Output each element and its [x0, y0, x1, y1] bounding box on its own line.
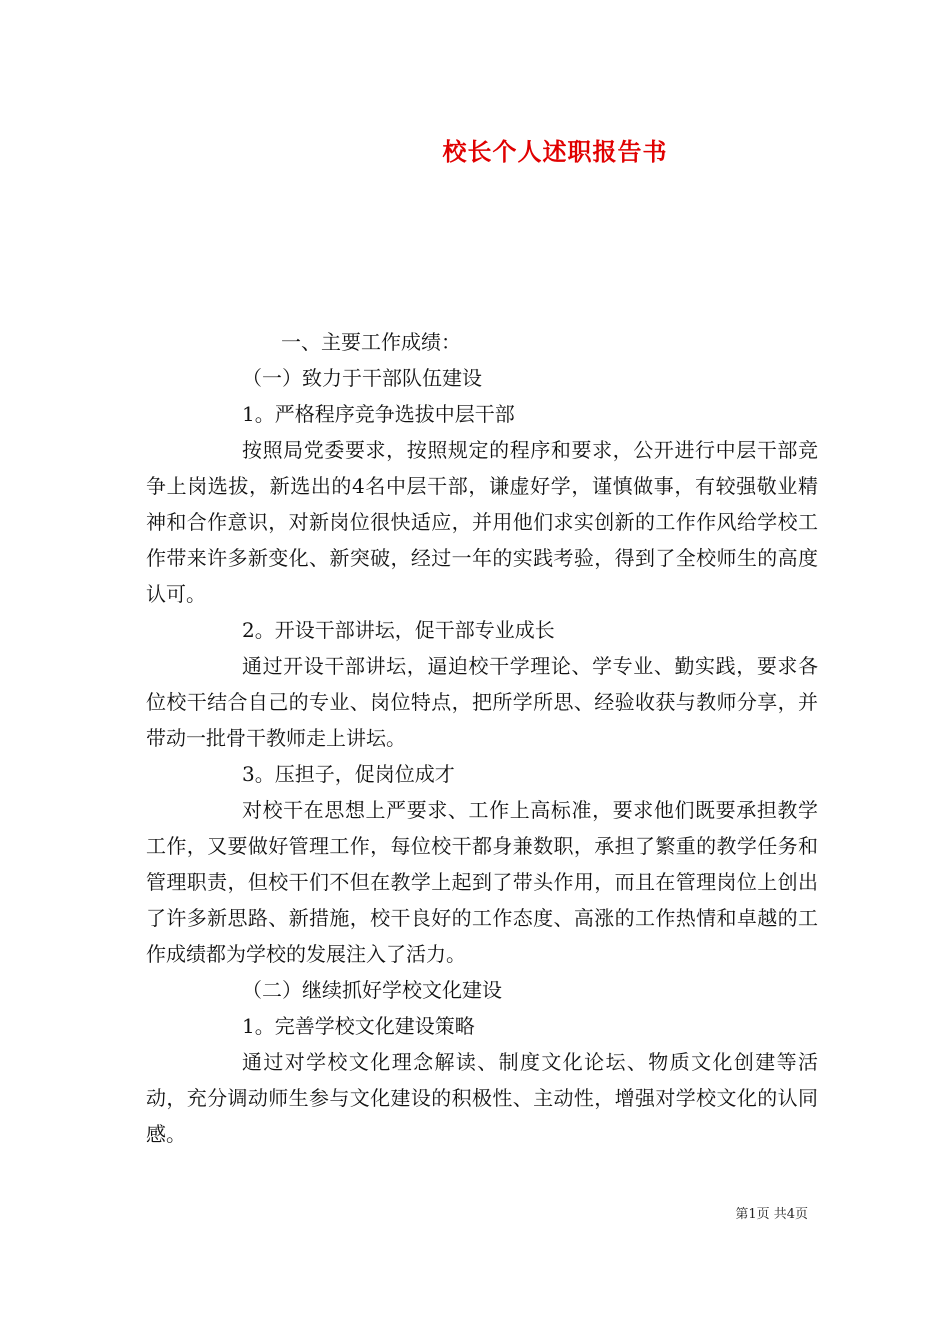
- paragraph: 通过对学校文化理念解读、制度文化论坛、物质文化创建等活动，充分调动师生参与文化建设的积极性、主动性，增强对学校文化的认同感。: [146, 1050, 818, 1146]
- subsection-heading: （一）致力于干部队伍建设: [242, 366, 482, 390]
- paragraph: 对校干在思想上严要求、工作上高标准，要求他们既要承担教学工作，又要做好管理工作，每位校干都身兼数职，承担了繁重的教学任务和管理职责，但校干们不但在教学上起到了带头作用，而且在管理岗位上创出了许多新思路、新措施，校干良好的工作态度、高涨的工作热情和卓越的工作成绩都为学校的发展注入了活力。: [146, 798, 818, 966]
- paragraph: 按照局党委要求，按照规定的程序和要求，公开进行中层干部竞争上岗选拔，新选出的4名中层干部，谦虚好学，谨慎做事，有较强敬业精神和合作意识，对新岗位很快适应，并用他们求实创新的工作作风给学校工作带来许多新变化、新突破，经过一年的实践考验，得到了全校师生的高度认可。: [146, 438, 818, 606]
- item-heading: 3。压担子，促岗位成才: [242, 762, 455, 786]
- item-heading: 1。严格程序竞争选拔中层干部: [242, 402, 515, 426]
- item-heading: 1。完善学校文化建设策略: [242, 1014, 475, 1038]
- paragraph: 通过开设干部讲坛，逼迫校干学理论、学专业、勤实践，要求各位校干结合自己的专业、岗位特点，把所学所思、经验收获与教师分享，并带动一批骨干教师走上讲坛。: [146, 654, 818, 750]
- document-title: 校长个人述职报告书: [442, 137, 668, 166]
- document-body: [146, 324, 818, 1152]
- page-number: 第1页 共4页: [735, 1207, 808, 1222]
- subsection-heading: （二）继续抓好学校文化建设: [242, 978, 502, 1002]
- item-heading: 2。开设干部讲坛，促干部专业成长: [242, 618, 555, 642]
- section-heading: 一、主要工作成绩：: [281, 330, 461, 354]
